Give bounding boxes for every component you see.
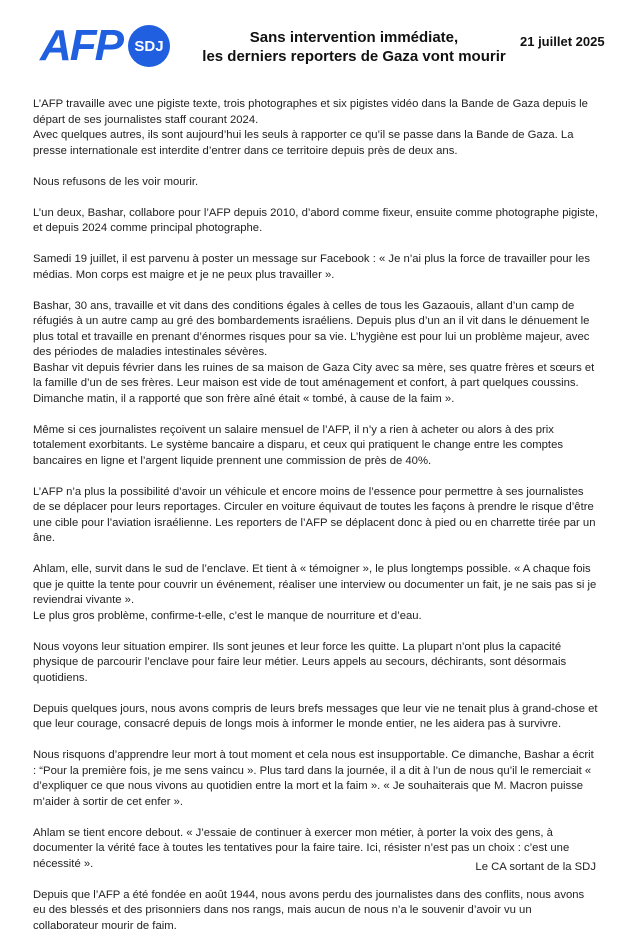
paragraph: Bashar, 30 ans, travaille et vit dans des conditions égales à celles de tous les Gazaouis, allant d’un camp de réfugiés à un autre camp au gré des bombardements israéliens. Depuis plus d’un an il vit dans le dénuement le plus total et travaille en prenant d’énormes risques pour sa vie. L’hygiène est pour lui un problème majeur, avec des périodes de maladies intestinales sévères. [33, 299, 590, 358]
paragraph: L’AFP n’a plus la possibilité d’avoir un véhicule et encore moins de l’essence pour permettre à ses journalistes de se déplacer pour leurs reportages. Circuler en voiture équivaut de toutes les façons à prendre le risque d’être une cible pour l’aviation israélienne. Les reporters de l’AFP se déplacent donc à pied ou en charrette tirée par un âne. [33, 485, 596, 544]
paragraph: Ahlam, elle, survit dans le sud de l’enclave. Et tient à « témoigner », le plus longtemps possible. « A chaque fois que je quitte la tente pour couvrir un événement, réaliser une interview ou documenter un fait, je ne sais pas si je reviendrai vivante ». [33, 563, 597, 606]
paragraph: Depuis que l’AFP a été fondée en août 1944, nous avons perdu des journalistes dans des conflits, nous avons eu des blessés et des prisonniers dans nos rangs, mais aucun de nous n’a le souvenir d’avoir vu un collaborateur mourir de faim. [33, 888, 585, 932]
title-line-1: Sans intervention immédiate, [249, 29, 459, 46]
paragraph: Nous voyons leur situation empirer. Ils sont jeunes et leur force les quitte. La plupart n’ont plus la capacité physique de parcourir l’enclave pour faire leur métier. Leurs appels au secours, déchirants, sont désormais quotidiens. [33, 640, 567, 684]
paragraph: Nous refusons de les voir mourir. [33, 175, 199, 188]
paragraph: L’AFP travaille avec une pigiste texte, trois photographes et six pigistes vidéo dans la Bande de Gaza depuis le départ de ses journalistes staff courant 2024. [33, 98, 588, 126]
paragraph: Depuis quelques jours, nous avons compris de leurs brefs messages que leur vie ne tenait plus à grand-chose et que leur courage, consacré depuis de longs mois à informer le monde entier, ne les aidera pas à survivre. [33, 702, 598, 730]
paragraph: Avec quelques autres, ils sont aujourd’hui les seuls à rapporter ce qu’il se passe dans la Bande de Gaza. La presse internationale est interdite d’entrer dans ce territoire depuis près de deux ans. [33, 129, 574, 157]
paragraph: Ahlam se tient encore debout. « J’essaie de continuer à exercer mon métier, à porter la voix des gens, à documenter la vérité face à toutes les tentatives pour la faire taire. Ici, résister n’est pas un choix : c’est une nécessité ». [33, 826, 570, 870]
publication-date: 21 juillet 2025 [520, 34, 605, 49]
paragraph: Samedi 19 juillet, il est parvenu à poster un message sur Facebook : « Je n’ai plus la force de travailler pour les médias. Mon corps est maigre et je ne peux plus travailler ». [33, 253, 590, 281]
page-title [196, 28, 512, 66]
statement-body [33, 97, 599, 950]
title-line-2: les derniers reporters de Gaza vont mourir [202, 48, 506, 65]
paragraph: Bashar vit depuis février dans les ruines de sa maison de Gaza City avec sa mère, ses quatre frères et sœurs et la famille d’un de ses frères. Leur maison est vide de tout aménagement et confort, à part quelques coussins. Dimanche matin, il a rapporté que son frère aîné était « tombé, à cause de la faim ». [33, 361, 595, 405]
sdj-badge: SDJ [128, 25, 170, 67]
afp-sdj-logo [40, 21, 170, 70]
signature: Le CA sortant de la SDJ [475, 861, 596, 873]
paragraph: Nous risquons d’apprendre leur mort à tout moment et cela nous est insupportable. Ce dimanche, Bashar a écrit : “Pour la première fois, je me sens vaincu ». Plus tard dans la journée, il a dit à l’un de nous qu’il le remerciait « d’expliquer ce que nous vivons au quotidien entre la mort et la faim ». « Je souhaiterais que M. Macron puisse m’aider à sortir de cet enfer ». [33, 749, 594, 808]
paragraph: Le plus gros problème, confirme-t-elle, c’est le manque de nourriture et d’eau. [33, 609, 422, 622]
paragraph: Même si ces journalistes reçoivent un salaire mensuel de l’AFP, il n’y a rien à acheter ou alors à des prix totalement exorbitants. Le système bancaire a disparu, et ceux qui pratiquent le change entre les comptes bancaires en ligne et l’argent liquide prennent une commission de près de 40%. [33, 423, 564, 467]
afp-logo-text: AFP [40, 21, 122, 70]
paragraph: L’un deux, Bashar, collabore pour l’AFP depuis 2010, d’abord comme fixeur, ensuite comme photographe pigiste, et depuis 2024 comme principal photographe. [33, 206, 598, 234]
